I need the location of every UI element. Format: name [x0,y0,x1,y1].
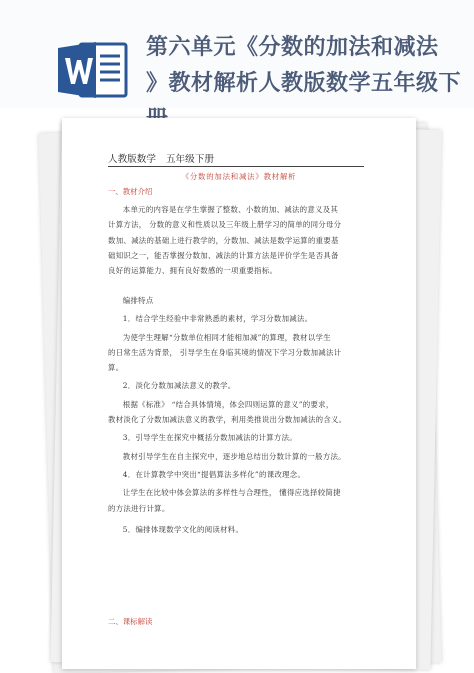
text-line: 的日常生活为背景， 引导学生在身临其境的情况下学习分数加减法计 [108,347,342,357]
word-document-icon [56,38,130,102]
section-heading-standards: 二、课标解读 [108,617,153,626]
feature-5-title: 5．编排体现数学文化的阅读材料。 [122,524,244,534]
feature-4-title: 4．在计算教学中突出“提倡算法多样化”的课改理念。 [122,469,306,479]
text-line: 教材引导学生在自主探究中，逐步地总结出分数计算的一般方法。 [122,451,346,461]
feature-2-title: 2．淡化分数加减法意义的教学。 [122,381,236,391]
text-line: 的方法进行计算。 [108,503,170,513]
preview-banner [0,0,474,108]
feature-3-title: 3．引导学生在探究中概括分数加减法的计算方法。 [122,433,297,443]
text-line: 算。 [108,363,124,373]
header-grade: 五年级下册 [165,154,214,165]
features-block [108,293,364,537]
intro-paragraph [108,202,364,278]
page-fade [62,631,416,669]
text-line: 计算方法， 分数的意义和性质以及三年级上册学习的简单的同分母分 [108,220,342,230]
features-heading: 编排特点 [122,296,154,305]
text-line: 根据《标准》 “结合具体情境，体会四则运算的意义”的要求， [122,399,334,409]
text-line: 让学生在比较中体会算法的多样性与合理性， 懂得应选择较简捷 [122,488,341,498]
header-subject: 人教版数学 [108,154,156,165]
header-rule [108,166,364,167]
text-line: 本单元的内容是在学生掌握了整数、小数的加、减法的意义及其 [122,205,339,214]
text-line: 为使学生理解“分数单位相同才能相加减”的算理，教材以学生 [122,332,331,342]
page-header [108,151,214,165]
document-title: 《分数的加法和减法》教材解析 [181,172,297,181]
document-page [62,118,416,669]
text-line: 础知识之一，能否掌握分数加、减法的计算方法是评价学生是否具备 [108,250,339,260]
text-line: 教材淡化了分数加减法意义的教学，利用类推说出分数加减法的含义。 [108,415,347,425]
text-line: 良好的运算能力、拥有良好数感的一项重要指标。 [108,266,278,276]
section-heading-intro: 一、教材介绍 [108,187,153,196]
banner-title-line-2: 》教材解析人教版数学五年级下 [146,71,462,96]
feature-1-title: 1．结合学生经验中非常熟悉的素材，学习分数加减法。 [122,314,313,324]
banner-title-line-1: 第六单元《分数的加法和减法 [146,35,439,60]
text-line: 数加、减法的基础上进行教学的，分数加、减法是数学运算的重要基 [108,235,339,245]
